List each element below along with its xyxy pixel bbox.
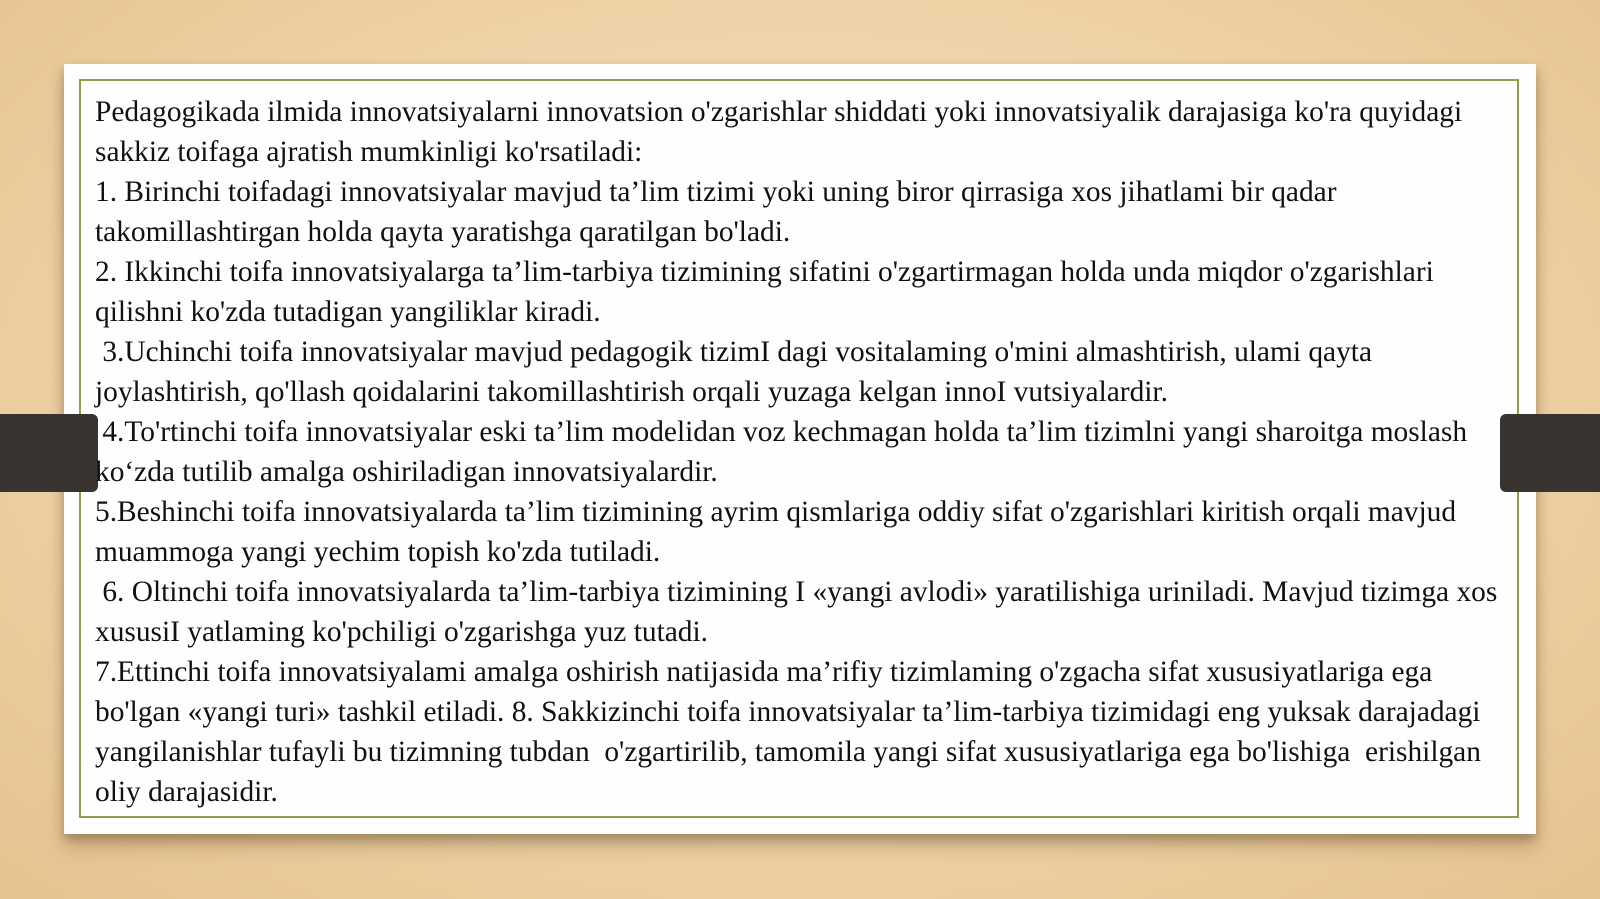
slide-text-body [95,92,1515,812]
category-5-paragraph: 5.Beshinchi toifa innovatsiyalarda ta’lim tizimining ayrim qismlariga oddiy sifat o'zgarishlari kiritish orqali mavjud muammoga yangi yechim topish ko'zda tutiladi. [95,496,1464,568]
right-side-tab [1500,414,1600,492]
category-6-paragraph: 6. Oltinchi toifa innovatsiyalarda ta’lim-tarbiya tizimining I «yangi avlodi» yaratilishiga uriniladi. Mavjud tizimga xos xususiI yatlaming ko'pchiligi o'zgarishga yuz tutadi. [95,576,1505,648]
left-side-tab [0,414,98,492]
category-2-paragraph: 2. Ikkinchi toifa innovatsiyalarga ta’lim-tarbiya tizimining sifatini o'zgartirmagan holda unda miqdor o'zgarishlari qilishni ko'zda tutadigan yangiliklar kiradi. [95,256,1442,328]
category-4-paragraph: 4.To'rtinchi toifa innovatsiyalar eski ta’lim modelidan voz kechmagan holda ta’lim tizimlni yangi sharoitga moslash ko‘zda tutilib amalga oshiriladigan innovatsiyalardir. [95,416,1475,488]
category-1-paragraph: 1. Birinchi toifadagi innovatsiyalar mavjud ta’lim tizimi yoki uning biror qirrasiga xos jihatlami bir qadar takomillashtirgan holda qayta yaratishga qaratilgan bo'ladi. [95,176,1344,248]
category-7-8-paragraph: 7.Ettinchi toifa innovatsiyalami amalga oshirish natijasida ma’rifiy tizimlaming o'zgacha sifat xususiyatlariga ega bo'lgan «yangi turi» tashkil etiladi. 8. Sakkizinchi toifa innovatsiyalar ta’lim-tarbiya tizimidagi eng yuksak darajadagi yangilanishlar tufayli bu tizimning tubdan o'zgartirilib, tamomila yangi sifat xususiyatlariga ega bo'lishiga erishilgan oliy darajasidir. [95,656,1489,808]
category-3-paragraph: 3.Uchinchi toifa innovatsiyalar mavjud pedagogik tizimI dagi vositalaming o'mini almashtirish, ulami qayta joylashtirish, qo'llash qoidalarini takomillashtirish orqali yuzaga kelgan innoI vutsiyalardir. [95,336,1380,408]
intro-paragraph: Pedagogikada ilmida innovatsiyalarni innovatsion o'zgarishlar shiddati yoki innovatsiyalik darajasiga ko'ra quyidagi sakkiz toifaga ajratish mumkinligi ko'rsatiladi: [95,96,1470,168]
